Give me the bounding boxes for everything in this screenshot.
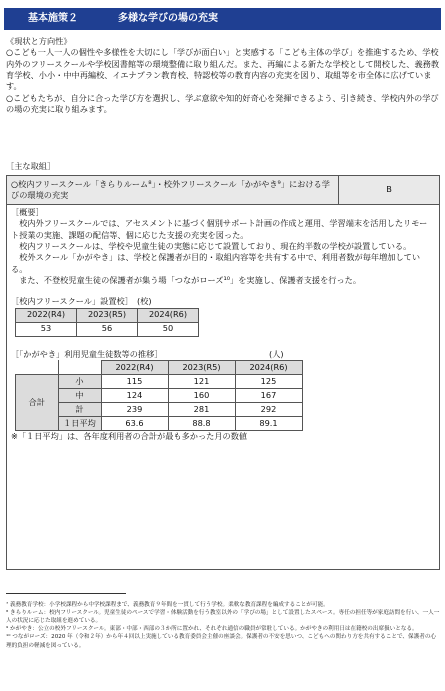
overview-paragraph: また、不登校児童生徒の保護者が集う場「つながローズ¹⁰」を実施し、保護者支援を行った。 — [11, 274, 362, 285]
status-paragraph-2: ○こどもたちが、自分に合った学び方を選択し、学ぶ意欲や知的好奇心を発揮できるよう、引き続き、学校内外の学びの場の充実に取り組みます。 — [6, 92, 439, 114]
row-label-cell: 計 — [58, 402, 101, 416]
kagayaki-users-table — [15, 360, 303, 431]
initiative-title: ○校内フリースクール「きらりルーム⁸」・校外フリースクール「かがやき⁹」における学びの環境の充実 — [7, 176, 339, 205]
footnote: ⁹ かがやき：公立の校外フリースクール。東部・中部・西部の３か所に置かれ、それぞれ通信の職員が常駐している。かがやきの利用日は在籍校の出席扱いとなる。 — [6, 626, 418, 633]
table-cell: 89.1 — [235, 416, 302, 430]
footnote: ⁷ 義務教育学校：小学校課程から中学校課程まで、義務教育９年間を一貫して行う学校。柔軟な教育課程を編成することが可能。 — [6, 602, 329, 608]
table-cell: 125 — [235, 374, 302, 388]
corner-cell — [16, 360, 59, 374]
table-cell: 50 — [138, 322, 199, 336]
table-header-cell: 2024(R6) — [235, 360, 302, 374]
table2-note: ※「１日平均」は、各年度利用者の合計が最も多かった月の数値 — [11, 430, 248, 441]
table-cell: 124 — [101, 388, 168, 402]
status-heading: 《現状と方向性》 — [6, 36, 72, 46]
table-header-cell: 2023(R5) — [77, 308, 138, 322]
status-paragraph-1: ○こども一人一人の個性や多様性を大切にし「学びが面白い」と実感する「こども主体の学び」を推進するため、学校内外のフリースクールや学校図書館等の環境整備に取り組んだ。また、再編による新たな学校として開校した、義務教育学校、小小・中中再編校、イエナプラン教育校、特認校等の教育内容の充実を図り、取組等を市全体に広げています。 — [6, 47, 440, 92]
overview-label: ［概要］ — [11, 207, 44, 217]
table1-title: ［校内フリースクール」設置校］ (校) — [11, 296, 152, 307]
table-header-cell: 2023(R5) — [168, 360, 235, 374]
table-cell: 53 — [16, 322, 77, 336]
overview-paragraph: 校内外フリースクールでは、アセスメントに基づく個別サポート計画の作成と運用、学習端末を活用したリモート授業の実施、課題の配信等、個に応じた支援の充実を図った。 — [11, 218, 428, 240]
policy-title: 多様な学びの場の充実 — [118, 13, 218, 25]
overview-paragraph: 校外スクール「かがやき」は、学校と保護者が目的・取組内容等を共有する中で、利用者数が毎年増加している。 — [11, 252, 421, 274]
section-header-bar — [4, 8, 441, 30]
policy-number: 基本施策２ — [28, 13, 78, 25]
row-label-cell: 中 — [58, 388, 101, 402]
table-header-cell: 2022(R4) — [101, 360, 168, 374]
footnote: ⁸ きらりルーム：校内フリースクール。児童生徒のペースで学習・体験活動を行う教室以外の「学びの場」として設置したスペース。専任の担任等が家庭訪問を行い、一人一人の状況に応じた取組を進めている。 — [6, 610, 440, 625]
table-cell: 63.6 — [101, 416, 168, 430]
corner-cell — [58, 360, 101, 374]
school-count-table — [15, 308, 199, 337]
initiative-table — [6, 175, 440, 570]
table-cell: 121 — [168, 374, 235, 388]
table-header-cell: 2024(R6) — [138, 308, 199, 322]
group-label-cell: 合計 — [16, 374, 59, 430]
table-cell: 88.8 — [168, 416, 235, 430]
table-cell: 115 — [101, 374, 168, 388]
table-cell: 239 — [101, 402, 168, 416]
status-section — [6, 36, 440, 115]
row-label-cell: １日平均 — [58, 416, 101, 430]
table-cell: 160 — [168, 388, 235, 402]
overview-paragraph: 校内フリースクールは、学校や児童生徒の実態に応じて設置しており、現在約半数の学校が設置している。 — [11, 240, 412, 251]
footnote-divider — [6, 593, 126, 594]
footnote: ¹⁰ つながローズ：2020 年（令和２年）から年４回以上実施している教育委員会主催の座談会。保護者の不安を思いつ、こどもへの関わり方を共有することで、保護者の心理的負担の軽減を図っている。 — [6, 634, 437, 649]
initiative-body — [7, 205, 440, 570]
evaluation-grade: B — [339, 176, 440, 205]
table2-unit: (人) — [269, 348, 284, 359]
table-cell: 292 — [235, 402, 302, 416]
table2-title-row — [11, 349, 311, 360]
row-label-cell: 小 — [58, 374, 101, 388]
table2-title: ［「かがやき」利用児童生徒数等の推移］ — [11, 348, 163, 359]
table-header-cell: 2022(R4) — [16, 308, 77, 322]
table-cell: 281 — [168, 402, 235, 416]
footnotes — [6, 601, 440, 650]
main-initiatives-heading: ［主な取組］ — [6, 161, 56, 171]
table-cell: 167 — [235, 388, 302, 402]
table-cell: 56 — [77, 322, 138, 336]
